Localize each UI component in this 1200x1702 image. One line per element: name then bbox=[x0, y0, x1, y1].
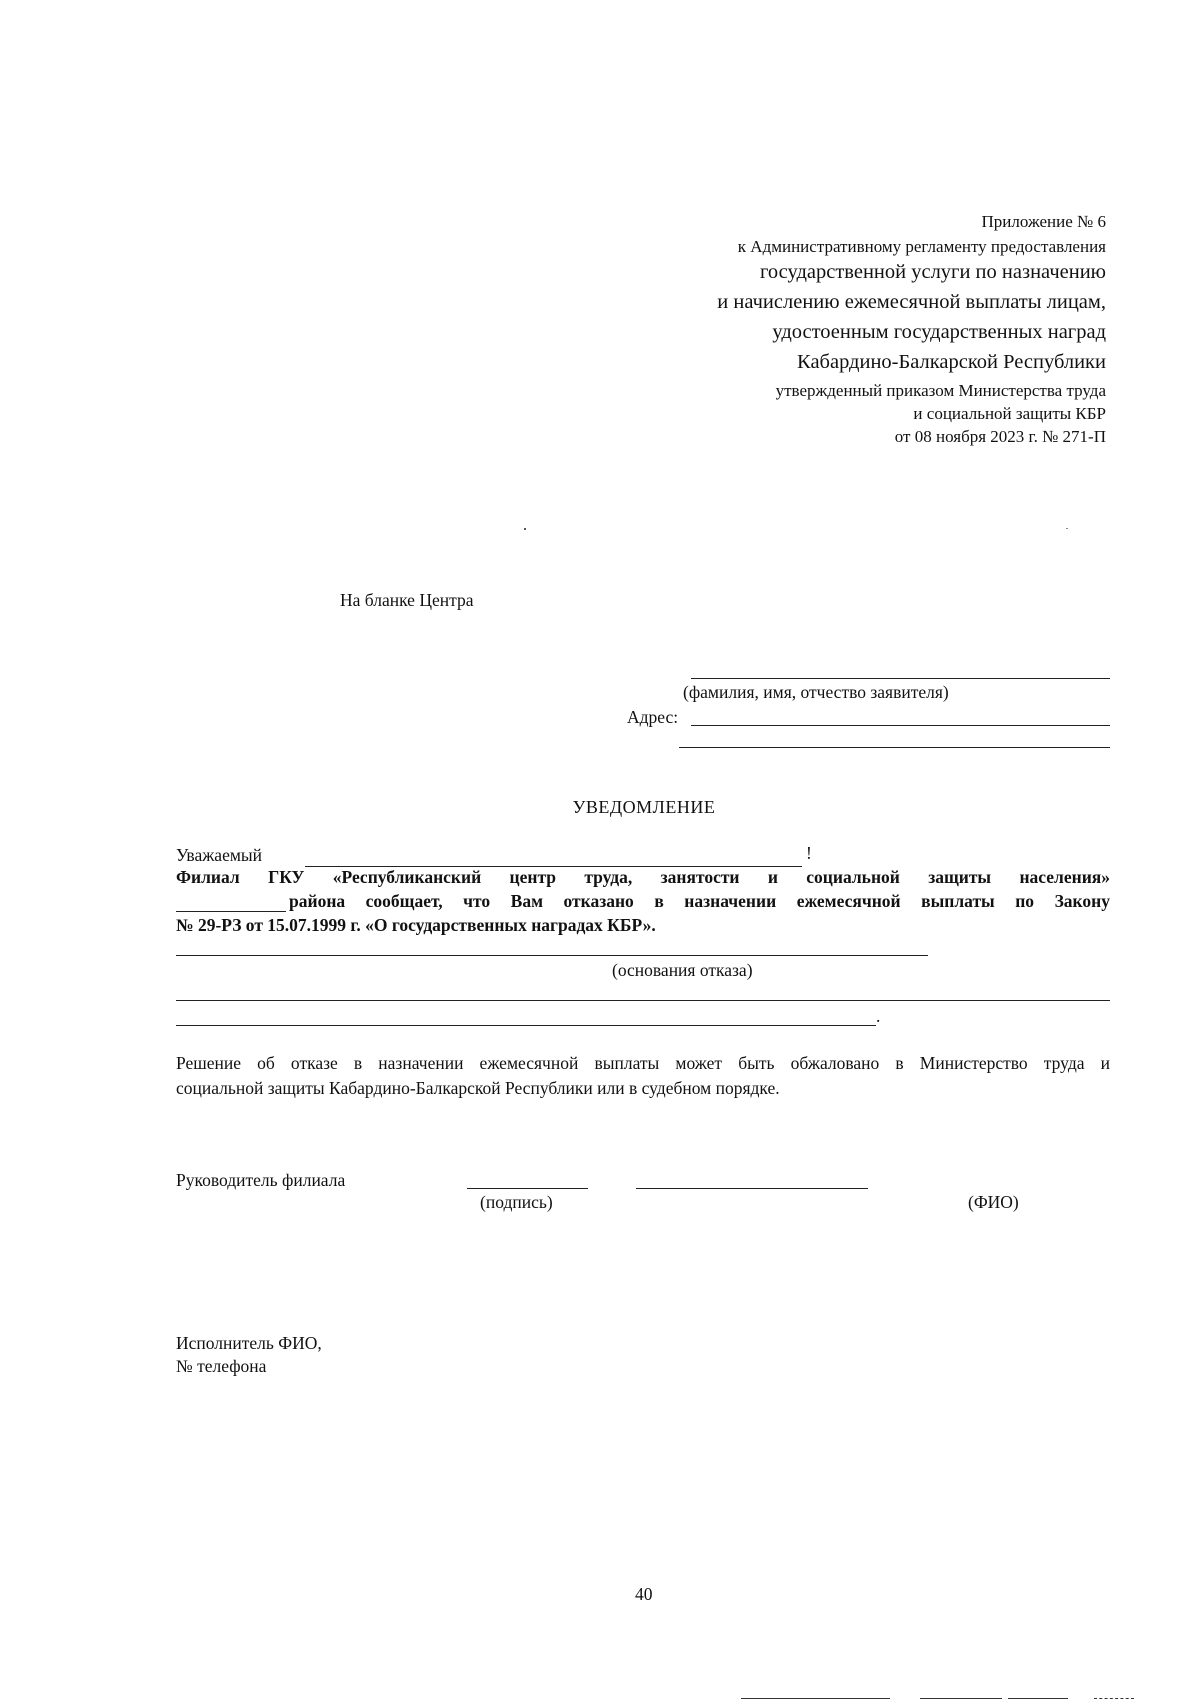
reason-period: . bbox=[876, 1006, 881, 1026]
address-label: Адрес: bbox=[627, 707, 679, 727]
notice-paragraph-line-1: Филиал ГКУ «Республиканский центр труда, занятости и социальной защиты населения» bbox=[176, 867, 1110, 887]
greeting-label: Уважаемый bbox=[176, 845, 263, 865]
header-service-line-3: удостоенным государственных наград bbox=[772, 321, 1106, 343]
executor-phone: № телефона bbox=[176, 1356, 267, 1376]
executor-name: Исполнитель ФИО, bbox=[176, 1333, 322, 1353]
header-service-line-1: государственной услуги по назначению bbox=[760, 261, 1106, 283]
appeal-line-2: социальной защиты Кабардино-Балкарской Республики или в судебном порядке. bbox=[176, 1078, 780, 1098]
notice-paragraph-line-2: района сообщает, что Вам отказано в назначении ежемесячной выплаты по Закону bbox=[289, 891, 1110, 911]
scan-speck bbox=[524, 528, 526, 530]
applicant-name-caption: (фамилия, имя, отчество заявителя) bbox=[683, 682, 949, 702]
appendix-number: Приложение № 6 bbox=[981, 212, 1106, 231]
header-service-line-2: и начислению ежемесячной выплаты лицам, bbox=[717, 291, 1106, 313]
scan-artifact-line bbox=[1094, 1698, 1134, 1699]
page-number: 40 bbox=[635, 1584, 653, 1604]
reason-caption: (основания отказа) bbox=[612, 960, 753, 980]
header-service-line-4: Кабардино-Балкарской Республики bbox=[797, 351, 1106, 373]
signature-line[interactable] bbox=[467, 1188, 588, 1189]
greeting-exclamation: ! bbox=[806, 843, 812, 863]
header-regulation-line: к Административному регламенту предоставления bbox=[737, 237, 1106, 256]
scan-artifact-line bbox=[1008, 1698, 1068, 1699]
signature-caption: (подпись) bbox=[480, 1192, 553, 1212]
header-order-line-1: утвержденный приказом Министерства труда bbox=[775, 381, 1106, 400]
header-order-date: от 08 ноября 2023 г. № 271-П bbox=[894, 427, 1106, 446]
fio-caption: (ФИО) bbox=[968, 1192, 1019, 1212]
head-label: Руководитель филиала bbox=[176, 1170, 346, 1190]
district-blank-line[interactable] bbox=[176, 911, 286, 912]
notice-title: УВЕДОМЛЕНИЕ bbox=[572, 797, 716, 817]
scan-artifact-line bbox=[741, 1698, 890, 1699]
notice-paragraph-line-3: № 29-РЗ от 15.07.1999 г. «О государственных наградах КБР». bbox=[176, 915, 656, 935]
fio-line[interactable] bbox=[636, 1188, 868, 1189]
scan-artifact-line bbox=[920, 1698, 1002, 1699]
reason-line-1[interactable] bbox=[176, 955, 928, 956]
scan-speck bbox=[1066, 528, 1068, 529]
header-order-line-2: и социальной защиты КБР bbox=[913, 404, 1106, 423]
reason-line-3[interactable] bbox=[176, 1025, 876, 1026]
blank-note: На бланке Центра bbox=[340, 590, 474, 610]
appeal-line-1: Решение об отказе в назначении ежемесячной выплаты может быть обжаловано в Министерство труда и bbox=[176, 1053, 1110, 1073]
reason-line-2[interactable] bbox=[176, 1000, 1110, 1001]
applicant-name-line[interactable] bbox=[691, 678, 1110, 679]
address-line-2[interactable] bbox=[679, 747, 1110, 748]
address-line-1[interactable] bbox=[691, 725, 1110, 726]
